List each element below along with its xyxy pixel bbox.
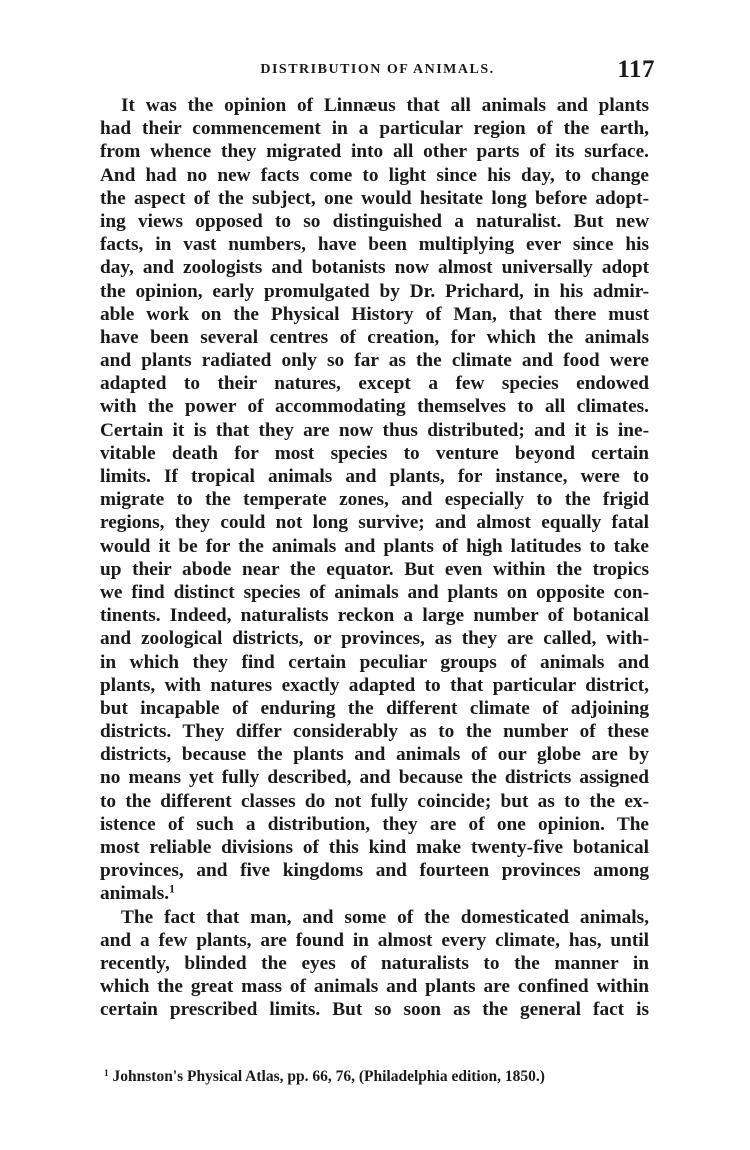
text-line: to the different classes do not fully coincide; but as to the ex-: [100, 790, 649, 812]
text-line: would it be for the animals and plants of high latitudes to take: [100, 535, 649, 557]
paragraph-2: [100, 906, 649, 1022]
body-text: [100, 94, 649, 1022]
text-line: most reliable divisions of this kind make twenty-five botanical: [100, 837, 649, 858]
text-line: from whence they migrated into all other parts of its surface.: [100, 141, 649, 163]
text-line: but incapable of enduring the different climate of adjoining: [100, 697, 649, 719]
text-line: day, and zoologists and botanists now almost universally adopt: [100, 257, 649, 279]
text-line: the opinion, early promulgated by Dr. Prichard, in his admir-: [100, 280, 649, 302]
text-line: facts, in vast numbers, have been multiplying ever since his: [100, 234, 649, 256]
page-number: 117: [617, 56, 655, 83]
running-title: DISTRIBUTION OF ANIMALS.: [260, 62, 495, 77]
text-line: ing views opposed to so distinguished a naturalist. But new: [100, 210, 649, 232]
text-line: vitable death for most species to venture beyond certain: [100, 442, 649, 464]
text-line: districts. They differ considerably as to the number of these: [100, 721, 649, 743]
text-line: which the great mass of animals and plants are confined within: [100, 976, 649, 998]
text-line: recently, blinded the eyes of naturalists to the manner in: [100, 952, 649, 974]
text-line: regions, they could not long survive; and almost equally fatal: [100, 512, 649, 534]
text-line: It was the opinion of Linnæus that all animals and plants: [121, 95, 649, 116]
text-line: had their commencement in a particular region of the earth,: [100, 118, 649, 140]
text-line: And had no new facts come to light since his day, to change: [100, 164, 649, 186]
footnote-reference: 1: [169, 883, 175, 897]
footnote-marker: 1: [104, 1068, 109, 1079]
text-line: able work on the Physical History of Man, that there must: [100, 303, 649, 325]
text-line: migrate to the temperate zones, and especially to the frigid: [100, 489, 649, 511]
text-line: no means yet fully described, and because the districts assigned: [100, 767, 649, 789]
text-line: up their abode near the equator. But even within the tropics: [100, 558, 649, 580]
text-line: The fact that man, and some of the domesticated animals,: [121, 906, 649, 928]
text-line: Certain it is that they are now thus distributed; and it is ine-: [100, 419, 649, 441]
text-line: provinces, and five kingdoms and fourteen provinces among: [100, 860, 649, 882]
text-line: we find distinct species of animals and plants on opposite con-: [100, 581, 649, 603]
text-line: with the power of accommodating themselves to all climates.: [100, 396, 649, 418]
paragraph-1: [100, 94, 649, 906]
text-line: plants, with natures exactly adapted to that particular district,: [100, 674, 649, 696]
text-line: and zoological districts, or provinces, as they are called, with-: [100, 628, 649, 650]
text-line: and a few plants, are found in almost every climate, has, until: [100, 929, 649, 951]
text-line: limits. If tropical animals and plants, for instance, were to: [100, 466, 649, 487]
text-line: districts, because the plants and animals of our globe are by: [100, 744, 649, 766]
footnote-text: Johnston's Physical Atlas, pp. 66, 76, (Philadelphia edition, 1850.): [112, 1068, 545, 1085]
text-line: the aspect of the subject, one would hesitate long before adopt-: [100, 187, 649, 209]
text-line-end: animals.: [100, 883, 170, 905]
text-line: istence of such a distribution, they are of one opinion. The: [100, 813, 649, 835]
running-head: [100, 56, 655, 90]
text-line: adapted to their natures, except a few species endowed: [100, 373, 649, 395]
text-line: tinents. Indeed, naturalists reckon a large number of botanical: [100, 605, 649, 627]
text-line: [100, 882, 649, 905]
text-line: certain prescribed limits. But so soon as the general fact is: [100, 999, 649, 1021]
text-line: and plants radiated only so far as the climate and food were: [100, 350, 649, 372]
footnote: [104, 1066, 649, 1088]
text-line: have been several centres of creation, for which the animals: [100, 326, 649, 348]
text-line: in which they find certain peculiar groups of animals and: [100, 651, 649, 673]
